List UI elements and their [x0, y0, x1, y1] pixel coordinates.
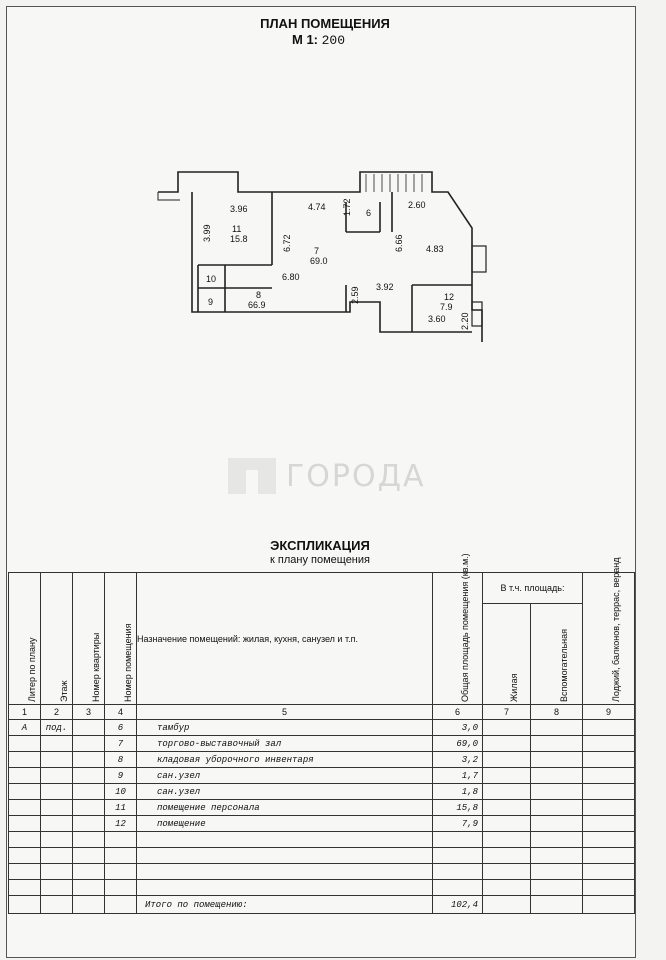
dim-label: 3.92	[376, 282, 394, 292]
header-purpose: Назначение помещений: жилая, кухня, санузел и т.п.	[137, 573, 433, 705]
watermark-logo-icon	[228, 458, 276, 494]
room-number: 9	[208, 297, 214, 307]
room-number: 6	[366, 208, 372, 218]
header-including: В т.ч. площадь:	[483, 573, 583, 604]
header-room-number: Номер помещения	[105, 573, 137, 705]
column-number-row: 1 2 3 4 5 6 7 8 9	[9, 705, 635, 720]
header-liter: Литер по плану	[9, 573, 41, 705]
floor-plan	[150, 160, 490, 360]
scale-value: 200	[321, 33, 346, 48]
header-total-area: Общая площадь помещения (кв.м.)	[433, 573, 483, 705]
total-label: Итого по помещению:	[137, 896, 433, 914]
dim-label: 3.96	[230, 204, 248, 214]
empty-row	[9, 848, 635, 864]
dim-label: 2.60	[408, 200, 426, 210]
room-number: 10	[206, 274, 217, 284]
dim-label: 1.72	[342, 198, 352, 216]
total-row	[9, 896, 635, 914]
room-area: 15.8	[230, 234, 248, 244]
room-area: 69.0	[310, 256, 328, 266]
empty-row	[9, 864, 635, 880]
room-number: 11	[232, 224, 242, 234]
dim-label: 3.99	[202, 224, 212, 242]
header-auxiliary: Вспомогательная	[531, 604, 583, 705]
table-row: 9 сан.узел 1,7	[9, 768, 635, 784]
total-value: 102,4	[433, 896, 483, 914]
watermark	[228, 458, 426, 494]
plan-scale	[292, 32, 345, 48]
header-loggias: Лоджий, балконов, террас, веранд	[583, 573, 635, 705]
room-number: 12	[444, 292, 455, 302]
dim-label: 2.20	[460, 312, 470, 330]
dim-label: 6.72	[282, 234, 292, 252]
table-row: 7 торгово-выставочный зал 69,0	[9, 736, 635, 752]
room-number: 8	[256, 290, 262, 300]
plan-title: ПЛАН ПОМЕЩЕНИЯ	[260, 16, 390, 31]
header-living: Жилая	[483, 604, 531, 705]
table-row: 8 кладовая уборочного инвентаря 3,2	[9, 752, 635, 768]
dim-label: 4.83	[426, 244, 444, 254]
dim-label: 4.74	[308, 202, 326, 212]
dim-label: 3.60	[428, 314, 446, 324]
room-area: 7.9	[440, 302, 453, 312]
room-area: 66.9	[248, 300, 266, 310]
dim-label: 6.66	[394, 234, 404, 252]
explication-subtitle: к плану помещения	[270, 554, 370, 566]
dim-label: 6.80	[282, 272, 300, 282]
scale-label: М 1:	[292, 32, 318, 47]
dim-label: 2.59	[350, 286, 360, 304]
empty-row	[9, 832, 635, 848]
header-apartment: Номер квартиры	[73, 573, 105, 705]
header-floor: Этаж	[41, 573, 73, 705]
table-row: 11 помещение персонала 15,8	[9, 800, 635, 816]
table-row: 12 помещение 7,9	[9, 816, 635, 832]
room-number: 7	[314, 246, 320, 256]
table-row: А под. 6 тамбур 3,0	[9, 720, 635, 736]
table-row: 10 сан.узел 1,8	[9, 784, 635, 800]
empty-row	[9, 880, 635, 896]
watermark-text: ГОРОДА	[286, 458, 426, 494]
explication-title: ЭКСПЛИКАЦИЯ	[270, 538, 370, 553]
